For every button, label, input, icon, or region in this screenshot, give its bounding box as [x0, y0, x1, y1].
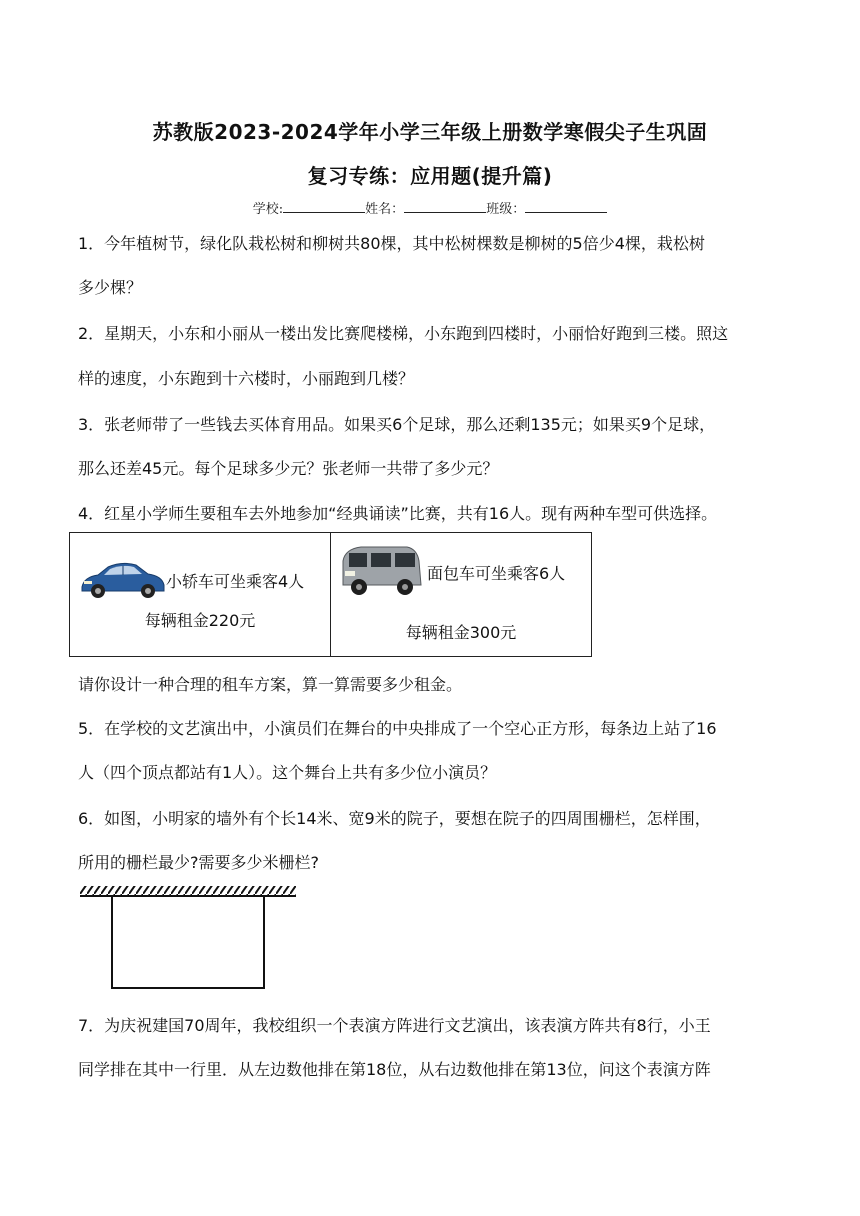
sedan-car-icon	[78, 557, 166, 603]
car-rent-text: 每辆租金220元	[144, 611, 256, 630]
page-title: 苏教版2023-2024学年小学三年级上册数学寒假尖子生巩固	[152, 120, 708, 144]
van-icon	[337, 541, 425, 603]
question-1-line-2: 多少棵？	[78, 278, 143, 297]
van-cell	[331, 533, 592, 657]
question-3-line-2: 那么还差45元。每个足球多少元？张老师一共带了多少元？	[78, 459, 499, 478]
question-4-line-2: 请你设计一种合理的租车方案，算一算需要多少租金。	[78, 675, 463, 694]
van-capacity-text: 面包车可坐乘客6人	[427, 563, 566, 583]
question-6-line-2: 所用的栅栏最少?需要多少米栅栏?	[78, 853, 319, 872]
question-3-line-1: 3．张老师带了一些钱去买体育用品。如果买6个足球，那么还剩135元；如果买9个足球，	[78, 415, 716, 434]
car-cell	[70, 533, 331, 657]
class-label: 班级：	[486, 202, 526, 217]
yard-rectangle	[112, 896, 264, 988]
car-capacity-text: 小轿车可坐乘客4人	[166, 571, 305, 591]
question-1-line-1: 1．今年植树节，绿化队栽松树和柳树共80棵，其中松树棵数是柳树的5倍少4棵，栽松树	[78, 234, 705, 253]
question-2-line-2: 样的速度，小东跑到十六楼时，小丽跑到几楼？	[78, 369, 415, 388]
name-label: 姓名：	[365, 202, 405, 217]
van-rent-text: 每辆租金300元	[405, 623, 517, 642]
wall-hatching	[80, 886, 296, 896]
question-7-line-2: 同学排在其中一行里．从左边数他排在第18位，从右边数他排在第13位，问这个表演方阵	[78, 1060, 711, 1079]
class-blank[interactable]	[525, 200, 607, 213]
yard-wall-figure	[80, 884, 300, 994]
question-5-line-2: 人（四个顶点都站有1人）。这个舞台上共有多少位小演员？	[78, 763, 497, 782]
page-subtitle: 复习专练：应用题(提升篇)	[307, 164, 553, 188]
question-5-line-1: 5．在学校的文艺演出中，小演员们在舞台的中央排成了一个空心正方形，每条边上站了16	[78, 719, 717, 738]
school-label: 学校:	[252, 202, 284, 217]
question-6-line-1: 6．如图，小明家的墙外有个长14米、宽9米的院子，要想在院子的四周围栅栏，怎样围，	[78, 809, 711, 828]
name-blank[interactable]	[404, 200, 486, 213]
question-7-line-1: 7．为庆祝建国70周年，我校组织一个表演方阵进行文艺演出，该表演方阵共有8行，小王	[78, 1016, 711, 1035]
question-2-line-1: 2．星期天，小东和小丽从一楼出发比赛爬楼梯，小东跑到四楼时，小丽恰好跑到三楼。照这	[78, 324, 729, 343]
student-info-fields	[0, 198, 860, 217]
vehicle-table	[69, 532, 592, 657]
school-blank[interactable]	[283, 200, 365, 213]
question-4-line-1: 4．红星小学师生要租车去外地参加“经典诵读”比赛，共有16人。现有两种车型可供选择。	[78, 504, 718, 523]
